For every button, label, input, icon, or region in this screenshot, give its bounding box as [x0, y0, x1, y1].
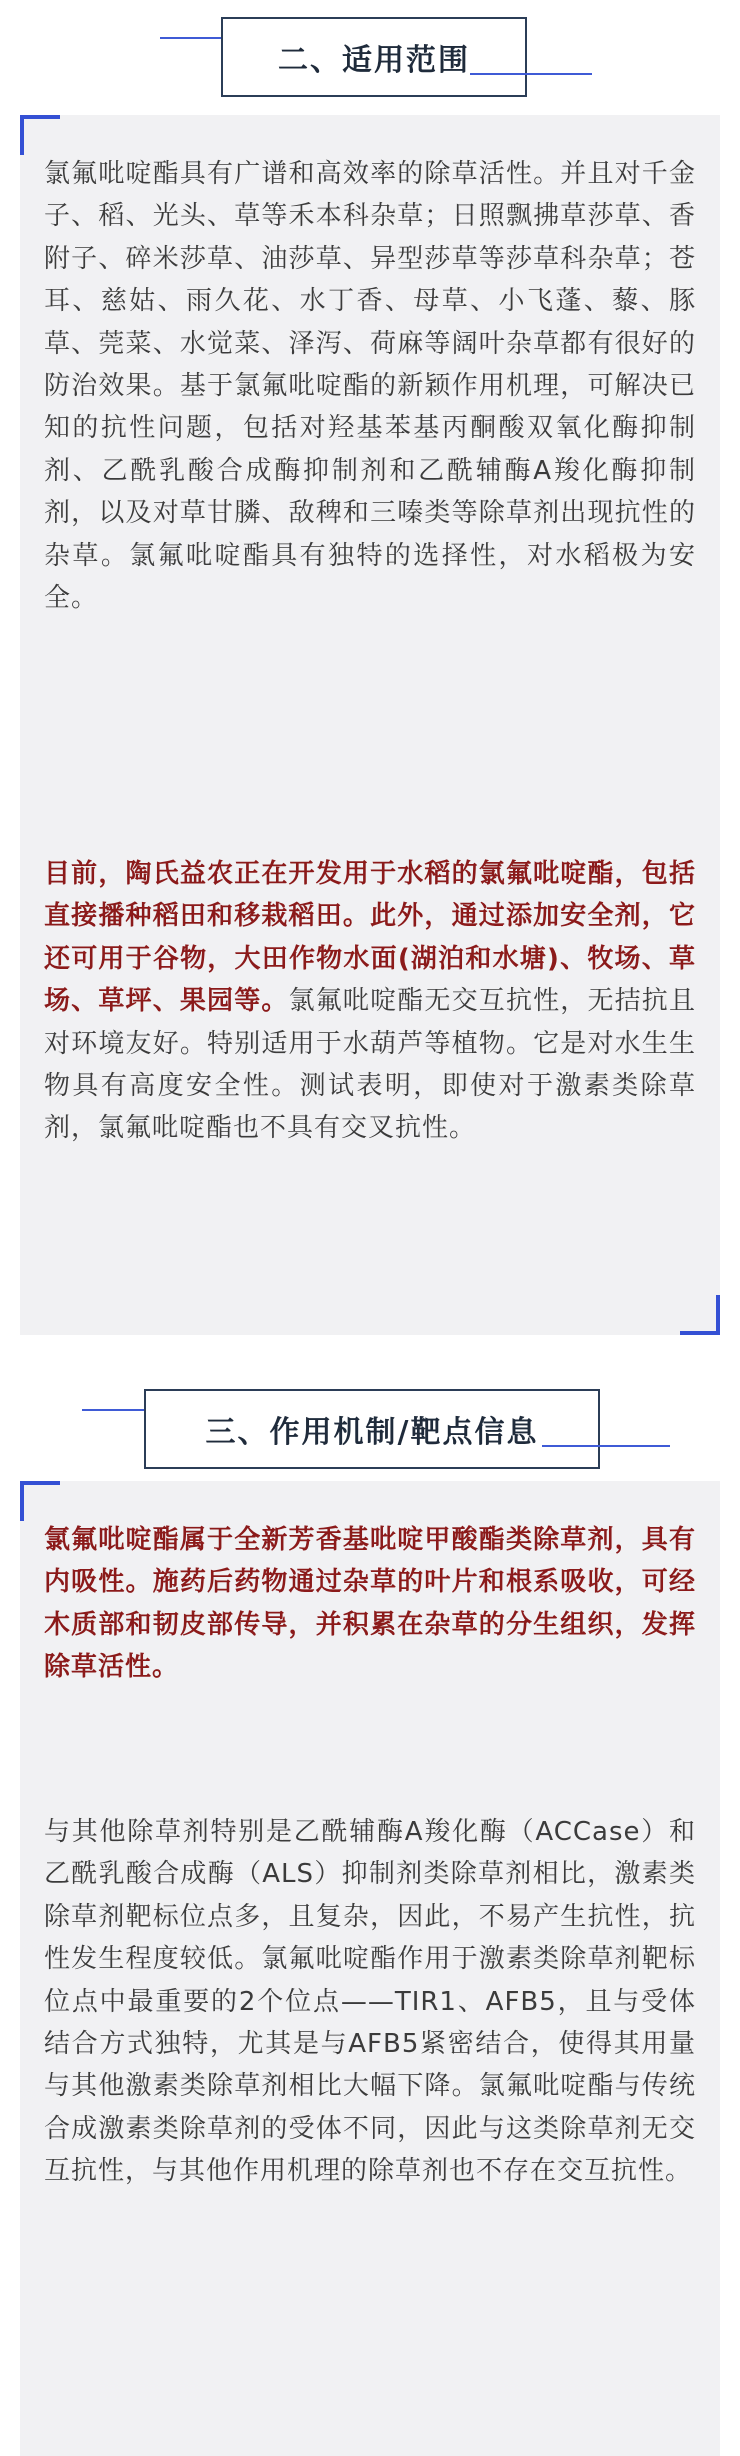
scope-highlight-text: 目前，陶氏益农正在开发用于水稻的氯氟吡啶酯，包括直接播种稻田和移栽稻田。此外，通过添加安全剂，它还可用于谷物，大田作物水面(湖泊和水塘)、牧场、草场、草坪、果园等。	[44, 859, 696, 1017]
heading-decor-line-bottom	[470, 73, 592, 75]
scope-normal-text: 氯氟吡啶酯无交互抗性，无拮抗且对环境友好。特别适用于水葫芦等植物。它是对水生生物具有高度安全性。测试表明，即使对于激素类除草剂，氯氟吡啶酯也不具有交叉抗性。	[44, 986, 696, 1144]
mechanism-highlight-paragraph: 氯氟吡啶酯属于全新芳香基吡啶甲酸酯类除草剂，具有内吸性。施药后药物通过杂草的叶片和根系吸收，可经木质部和韧皮部传导，并积累在杂草的分生组织，发挥除草活性。	[44, 1525, 696, 1683]
scope-paragraph-2	[44, 853, 696, 1150]
heading-decor-line-bottom	[542, 1445, 670, 1447]
scope-paragraph-1: 氯氟吡啶酯具有广谱和高效率的除草活性。并且对千金子、稻、光头、草等禾本科杂草；日照飘拂草莎草、香附子、碎米莎草、油莎草、异型莎草等莎草科杂草；苍耳、慈姑、雨久花、水丁香、母草、小飞蓬、藜、豚草、莞菜、水觉菜、泽泻、荷麻等阔叶杂草都有很好的防治效果。基于氯氟吡啶酯的新颖作用机理，可解决已知的抗性问题，包括对羟基苯基丙酮酸双氧化酶抑制剂、乙酰乳酸合成酶抑制剂和乙酰辅酶A羧化酶抑制剂，以及对草甘膦、敌稗和三嗪类等除草剂出现抗性的杂草。氯氟吡啶酯具有独特的选择性，对水稻极为安全。	[44, 159, 696, 614]
section-heading-mechanism	[144, 1389, 600, 1469]
corner-bracket-bottom-right	[680, 1295, 720, 1335]
mechanism-paragraph: 与其他除草剂特别是乙酰辅酶A羧化酶（ACCase）和乙酰乳酸合成酶（ALS）抑制剂类除草剂相比，激素类除草剂靶标位点多，且复杂，因此，不易产生抗性，抗性发生程度较低。氯氟吡啶酯作用于激素类除草剂靶标位点中最重要的2个位点——TIR1、AFB5，且与受体结合方式独特，尤其是与AFB5紧密结合，使得其用量与其他激素类除草剂相比大幅下降。氯氟吡啶酯与传统合成激素类除草剂的受体不同，因此与这类除草剂无交互抗性，与其他作用机理的除草剂也不存在交互抗性。	[44, 1817, 696, 2187]
section-heading-scope	[221, 17, 527, 97]
corner-bracket-top-left	[20, 115, 60, 155]
scope-panel	[20, 115, 720, 1335]
corner-bracket-top-left	[20, 1481, 60, 1521]
section-heading-scope-text: 二、适用范围	[278, 43, 470, 78]
section-heading-mechanism-text: 三、作用机制/靶点信息	[205, 1415, 539, 1450]
mechanism-panel	[20, 1481, 720, 2456]
